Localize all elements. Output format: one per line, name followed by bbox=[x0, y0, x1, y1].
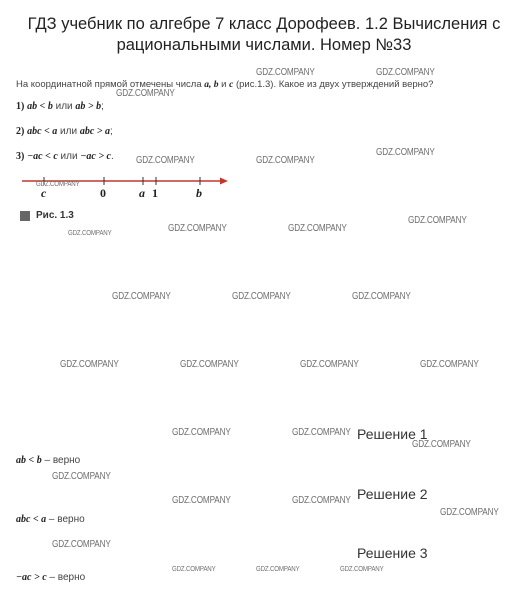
watermark: GDZ.COMPANY bbox=[136, 155, 195, 166]
statement-right: ab > b bbox=[75, 101, 102, 112]
statement-end: ; bbox=[101, 101, 104, 112]
label-c: c bbox=[41, 186, 47, 200]
watermark: GDZ.COMPANY bbox=[292, 427, 351, 438]
statement-left: −ac < c bbox=[27, 151, 58, 162]
caption-square-icon bbox=[20, 211, 30, 221]
statement-right: abc > a bbox=[79, 126, 110, 137]
watermark: GDZ.COMPANY bbox=[412, 439, 471, 450]
statement-number: 1) bbox=[16, 101, 25, 112]
solution-1-text bbox=[16, 455, 80, 466]
statement-number: 3) bbox=[16, 151, 25, 162]
statement-left: ab < b bbox=[27, 101, 53, 112]
watermark: GDZ.COMPANY bbox=[116, 88, 175, 99]
solution-3-heading: Решение 3 bbox=[357, 545, 428, 561]
figure-caption-text: Рис. 1.3 bbox=[36, 210, 74, 221]
statement-3 bbox=[16, 151, 114, 162]
watermark: GDZ.COMPANY bbox=[376, 147, 435, 158]
statement-2 bbox=[16, 126, 113, 137]
question-after: (рис.1.3). Какое из двух утверждений верно? bbox=[233, 79, 434, 90]
question-text bbox=[16, 79, 433, 90]
label-1: 1 bbox=[152, 186, 158, 200]
page-title: ГДЗ учебник по алгебре 7 класс Дорофеев. 1.2 Вычисления с рациональными числами. Номер №33 bbox=[27, 15, 501, 54]
solution-2-heading: Решение 2 bbox=[357, 486, 428, 502]
watermark: GDZ.COMPANY bbox=[172, 495, 231, 506]
watermark: GDZ.COMPANY bbox=[180, 359, 239, 370]
solution-verdict: – верно bbox=[46, 514, 85, 525]
statement-end: ; bbox=[109, 126, 113, 137]
watermark: GDZ.COMPANY bbox=[292, 495, 351, 506]
solution-3-text bbox=[16, 572, 85, 583]
watermark: GDZ.COMPANY bbox=[408, 215, 467, 226]
watermark: GDZ.COMPANY bbox=[68, 228, 112, 237]
solution-expr: ab < b bbox=[16, 455, 42, 466]
statement-number: 2) bbox=[16, 126, 25, 137]
watermark: GDZ.COMPANY bbox=[112, 291, 171, 302]
watermark: GDZ.COMPANY bbox=[340, 564, 384, 573]
watermark: GDZ.COMPANY bbox=[288, 223, 347, 234]
question-before: На координатной прямой отмечены числа bbox=[16, 79, 205, 90]
statement-1 bbox=[16, 101, 104, 112]
watermark: GDZ.COMPANY bbox=[376, 67, 435, 78]
watermark: GDZ.COMPANY bbox=[36, 179, 80, 188]
question-var-c: c bbox=[229, 80, 234, 90]
figure-caption bbox=[20, 210, 74, 221]
solution-2-text bbox=[16, 514, 85, 525]
watermark: GDZ.COMPANY bbox=[52, 539, 111, 550]
watermark: GDZ.COMPANY bbox=[256, 564, 300, 573]
watermark: GDZ.COMPANY bbox=[172, 564, 216, 573]
watermark: GDZ.COMPANY bbox=[420, 359, 479, 370]
watermark: GDZ.COMPANY bbox=[52, 471, 111, 482]
question-mid: и bbox=[218, 79, 230, 90]
label-b: b bbox=[196, 186, 202, 200]
statement-connector: или bbox=[57, 151, 81, 162]
label-a: a bbox=[139, 186, 145, 200]
watermark: GDZ.COMPANY bbox=[440, 507, 499, 518]
number-line-figure bbox=[20, 172, 230, 206]
solution-expr: abc < a bbox=[16, 514, 47, 525]
watermark: GDZ.COMPANY bbox=[300, 359, 359, 370]
watermark: GDZ.COMPANY bbox=[60, 359, 119, 370]
statement-connector: или bbox=[57, 126, 80, 137]
solution-verdict: – верно bbox=[41, 455, 81, 466]
label-0: 0 bbox=[100, 186, 106, 200]
watermark: GDZ.COMPANY bbox=[232, 291, 291, 302]
question-vars: a, b bbox=[204, 80, 219, 90]
statement-end: . bbox=[110, 151, 114, 162]
solution-expr: −ac > c bbox=[16, 572, 47, 583]
statement-left: abc < a bbox=[27, 126, 58, 137]
solution-verdict: – верно bbox=[46, 572, 86, 583]
watermark: GDZ.COMPANY bbox=[256, 155, 315, 166]
watermark: GDZ.COMPANY bbox=[256, 67, 315, 78]
watermark: GDZ.COMPANY bbox=[172, 427, 231, 438]
solution-1-heading: Решение 1 bbox=[357, 426, 428, 442]
watermark: GDZ.COMPANY bbox=[168, 223, 227, 234]
watermark: GDZ.COMPANY bbox=[352, 291, 411, 302]
statement-connector: или bbox=[52, 101, 76, 112]
arrow-head-icon bbox=[220, 178, 228, 185]
statement-right: −ac > c bbox=[80, 151, 111, 162]
